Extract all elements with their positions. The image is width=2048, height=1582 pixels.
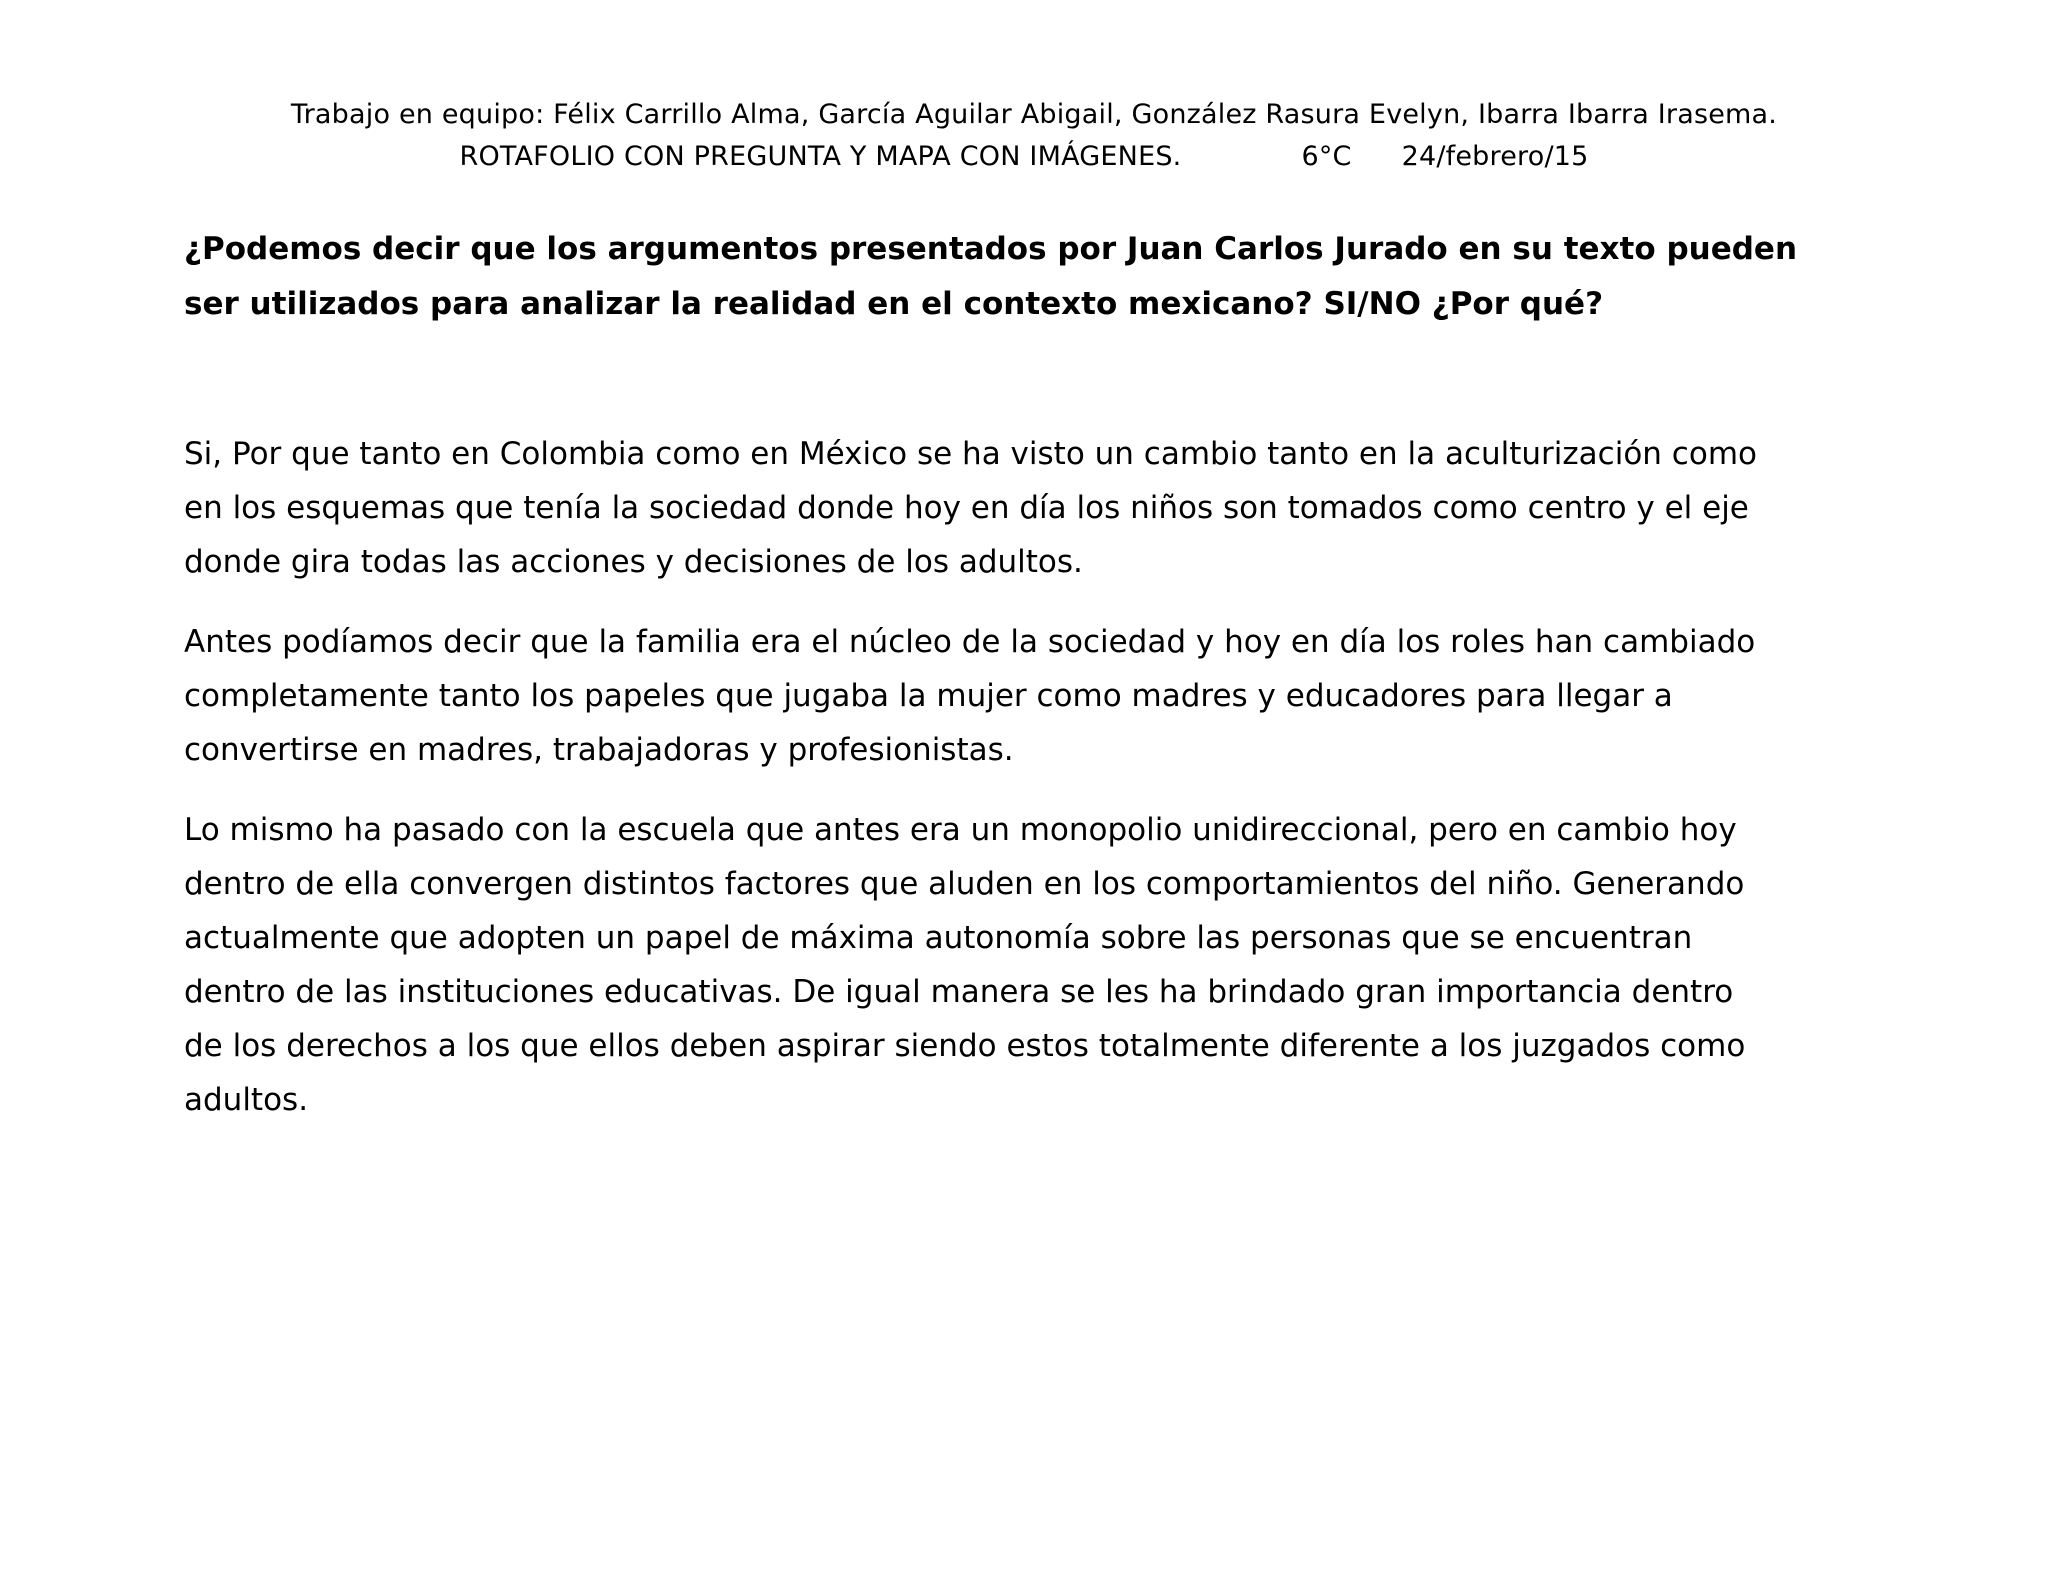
assignment-line: [0, 136, 2048, 178]
paragraph-line: dentro de las instituciones educativas. De igual manera se les ha brindado gran importancia dentro: [184, 974, 1734, 1010]
team-members-line: Trabajo en equipo: Félix Carrillo Alma, García Aguilar Abigail, González Rasura Evelyn, Ibarra Ibarra Irasema.: [290, 99, 1778, 130]
assignment-title: ROTAFOLIO CON PREGUNTA Y MAPA CON IMÁGENES.: [459, 141, 1182, 172]
paragraph-line: completamente tanto los papeles que jugaba la mujer como madres y educadores para llegar a: [184, 678, 1673, 714]
paragraph-line: convertirse en madres, trabajadoras y profesionistas.: [184, 732, 1014, 768]
answer-paragraph: [184, 615, 1884, 777]
answer-body: [184, 427, 1884, 1153]
paragraph-line: Si, Por que tanto en Colombia como en México se ha visto un cambio tanto en la aculturización como: [184, 436, 1757, 472]
question-heading: [184, 222, 1884, 332]
date-label: 24/febrero/15: [1401, 141, 1589, 172]
document-header: [0, 94, 2048, 178]
group-label: 6°C: [1301, 141, 1352, 172]
paragraph-line: actualmente que adopten un papel de máxima autonomía sobre las personas que se encuentran: [184, 920, 1693, 956]
paragraph-line: de los derechos a los que ellos deben aspirar siendo estos totalmente diferente a los juzgados como: [184, 1028, 1746, 1064]
question-line: ser utilizados para analizar la realidad en el contexto mexicano? SI/NO ¿Por qué?: [184, 286, 1604, 322]
answer-paragraph: [184, 427, 1884, 589]
paragraph-line: Antes podíamos decir que la familia era el núcleo de la sociedad y hoy en día los roles han cambiado: [184, 624, 1756, 660]
answer-paragraph: [184, 803, 1884, 1127]
question-line: ¿Podemos decir que los argumentos presentados por Juan Carlos Jurado en su texto pueden: [184, 231, 1798, 267]
paragraph-line: en los esquemas que tenía la sociedad donde hoy en día los niños son tomados como centro y el eje: [184, 490, 1749, 526]
paragraph-line: dentro de ella convergen distintos factores que aluden en los comportamientos del niño. Generando: [184, 866, 1745, 902]
paragraph-line: Lo mismo ha pasado con la escuela que antes era un monopolio unidireccional, pero en cambio hoy: [184, 812, 1737, 848]
paragraph-line: adultos.: [184, 1082, 309, 1118]
paragraph-line: donde gira todas las acciones y decisiones de los adultos.: [184, 544, 1083, 580]
